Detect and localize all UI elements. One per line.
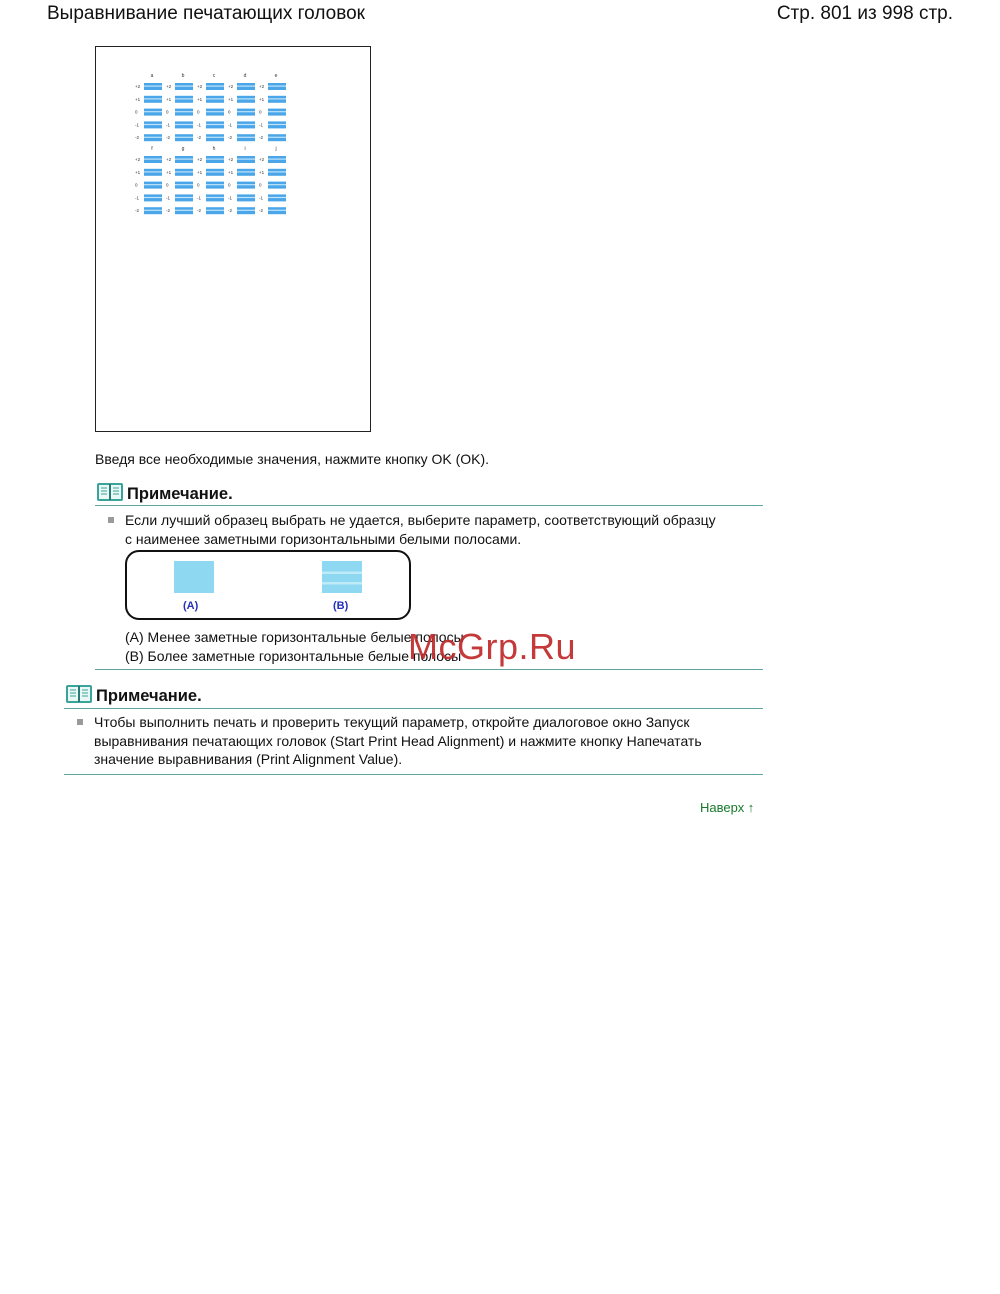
back-to-top-link[interactable]: Наверх ↑	[700, 800, 755, 815]
pattern-bar-stripe	[206, 184, 224, 185]
pattern-column-letter: b	[181, 73, 185, 79]
pattern-bar-stripe	[268, 197, 286, 198]
pattern-bar-stripe	[237, 124, 255, 125]
pattern-bar-stripe	[175, 137, 193, 138]
pattern-row-value: +2	[135, 84, 141, 89]
pattern-bar-stripe	[237, 210, 255, 211]
pattern-bar-stripe	[175, 86, 193, 87]
pattern-row-value: +2	[228, 157, 234, 162]
pattern-bar-stripe	[144, 171, 162, 172]
bullet-icon	[108, 517, 114, 523]
pattern-row-value: 0	[197, 182, 200, 188]
pattern-bar-stripe	[268, 171, 286, 172]
pattern-row-value: +1	[228, 169, 234, 175]
pattern-row-value: +2	[166, 84, 172, 89]
pattern-bar-stripe	[175, 111, 193, 112]
pattern-bar-stripe	[237, 86, 255, 87]
pattern-bar-stripe	[144, 124, 162, 125]
pattern-bar-stripe	[206, 159, 224, 160]
pattern-row-value: +1	[135, 96, 141, 102]
pattern-row-value: -2	[228, 135, 233, 141]
pattern-bar-stripe	[237, 197, 255, 198]
pattern-bar-stripe	[268, 184, 286, 185]
page-counter: Стр. 801 из 998 стр.	[776, 3, 953, 24]
pattern-bar-stripe	[206, 124, 224, 125]
pattern-row-value: +1	[135, 169, 141, 175]
sample-comparison-box	[125, 550, 411, 620]
sample-a-swatch	[174, 561, 214, 593]
note-title: Примечание.	[127, 485, 233, 503]
pattern-bar-stripe	[175, 210, 193, 211]
alignment-pattern-graphic	[96, 47, 370, 431]
pattern-bar-stripe	[175, 171, 193, 172]
pattern-row-value: 0	[259, 109, 262, 115]
pattern-row-value: +2	[259, 157, 265, 162]
pattern-column-letter: i	[244, 146, 246, 152]
pattern-bar-stripe	[268, 124, 286, 125]
pattern-bar-stripe	[206, 210, 224, 211]
sample-b-label: (B)	[333, 600, 349, 612]
pattern-row-value: -1	[228, 122, 233, 128]
pattern-row-value: 0	[228, 109, 231, 115]
pattern-column-letter: h	[212, 146, 216, 152]
pattern-bar-stripe	[175, 184, 193, 185]
pattern-bar-stripe	[268, 210, 286, 211]
pattern-row-value: 0	[135, 182, 138, 188]
pattern-bar-stripe	[268, 137, 286, 138]
pattern-row-value: -2	[259, 135, 264, 141]
note-text-line: значение выравнивания (Print Alignment Value).	[94, 751, 403, 767]
pattern-row-value: -1	[228, 195, 233, 201]
pattern-bar-stripe	[237, 171, 255, 172]
pattern-row-value: 0	[166, 109, 169, 115]
pattern-row-value: -2	[135, 208, 140, 214]
legend-b: (B) Более заметные горизонтальные белые полосы	[125, 648, 462, 664]
note-text-line: выравнивания печатающих головок (Start Print Head Alignment) и нажмите кнопку Напечатать	[94, 733, 702, 749]
document-title: Выравнивание печатающих головок	[47, 3, 365, 24]
legend-a: (A) Менее заметные горизонтальные белые полосы	[125, 629, 464, 645]
pattern-row-value: +1	[259, 169, 265, 175]
pattern-row-value: +1	[166, 96, 172, 102]
note-book-icon	[65, 683, 93, 705]
pattern-bar-stripe	[144, 159, 162, 160]
watermark: McGrp.Ru	[408, 626, 577, 667]
pattern-bar-stripe	[237, 137, 255, 138]
note-text-line: Если лучший образец выбрать не удается, выберите параметр, соответствующий образцу	[125, 512, 716, 528]
pattern-row-value: +2	[197, 84, 203, 89]
note-book-icon	[96, 481, 124, 503]
pattern-row-value: +1	[259, 96, 265, 102]
pattern-bar-stripe	[175, 98, 193, 99]
alignment-pattern-sheet	[95, 46, 371, 432]
pattern-bar-stripe	[144, 111, 162, 112]
pattern-bar-stripe	[144, 98, 162, 99]
intro-text: Введя все необходимые значения, нажмите кнопку OK (OK).	[95, 451, 490, 467]
pattern-row-value: -1	[166, 122, 171, 128]
pattern-row-value: +2	[259, 84, 265, 89]
pattern-row-value: -2	[259, 208, 264, 214]
note-divider	[64, 708, 763, 709]
pattern-bar-stripe	[175, 124, 193, 125]
sample-a-label: (A)	[183, 600, 199, 612]
pattern-bar-stripe	[268, 98, 286, 99]
pattern-column-letter: g	[181, 146, 185, 152]
pattern-row-value: +1	[166, 169, 172, 175]
pattern-row-value: -2	[166, 135, 171, 141]
pattern-bar-stripe	[175, 197, 193, 198]
pattern-bar-stripe	[237, 159, 255, 160]
pattern-row-value: -1	[166, 195, 171, 201]
pattern-row-value: +1	[197, 96, 203, 102]
pattern-bar-stripe	[237, 111, 255, 112]
pattern-row-value: +1	[197, 169, 203, 175]
pattern-column-letter: e	[274, 73, 278, 79]
pattern-row-value: 0	[166, 182, 169, 188]
pattern-row-value: -1	[259, 195, 264, 201]
pattern-row-value: 0	[197, 109, 200, 115]
pattern-bar-stripe	[268, 86, 286, 87]
note-divider	[95, 505, 763, 506]
pattern-row-value: +2	[228, 84, 234, 89]
pattern-row-value: -2	[228, 208, 233, 214]
note-divider	[95, 669, 763, 670]
pattern-bar-stripe	[268, 159, 286, 160]
note-text-line: Чтобы выполнить печать и проверить текущий параметр, откройте диалоговое окно Запуск	[94, 714, 690, 730]
note-title: Примечание.	[96, 687, 202, 705]
pattern-bar-stripe	[144, 184, 162, 185]
pattern-row-value: +2	[197, 157, 203, 162]
pattern-bar-stripe	[206, 197, 224, 198]
pattern-row-value: -1	[135, 195, 140, 201]
pattern-row-value: +1	[228, 96, 234, 102]
pattern-bar-stripe	[237, 98, 255, 99]
pattern-bar-stripe	[144, 137, 162, 138]
pattern-row-value: -1	[259, 122, 264, 128]
pattern-bar-stripe	[268, 111, 286, 112]
pattern-row-value: -1	[135, 122, 140, 128]
pattern-bar-stripe	[237, 184, 255, 185]
pattern-column-letter: c	[212, 73, 216, 79]
pattern-row-value: 0	[259, 182, 262, 188]
pattern-row-value: -1	[197, 122, 202, 128]
pattern-column-letter: f	[151, 146, 153, 152]
pattern-row-value: -2	[166, 208, 171, 214]
pattern-bar-stripe	[206, 98, 224, 99]
pattern-bar-stripe	[206, 137, 224, 138]
pattern-bar-stripe	[144, 197, 162, 198]
pattern-row-value: 0	[135, 109, 138, 115]
pattern-row-value: -2	[135, 135, 140, 141]
pattern-bar-stripe	[175, 159, 193, 160]
pattern-bar-stripe	[206, 171, 224, 172]
note-divider	[64, 774, 763, 775]
pattern-bar-stripe	[144, 210, 162, 211]
pattern-row-value: +2	[135, 157, 141, 162]
pattern-row-value: +2	[166, 157, 172, 162]
sample-b-swatch	[322, 561, 362, 593]
pattern-bar-stripe	[144, 86, 162, 87]
note-text-line: с наименее заметными горизонтальными белыми полосами.	[125, 531, 522, 547]
pattern-column-letter: a	[150, 73, 154, 79]
pattern-bar-stripe	[206, 86, 224, 87]
pattern-row-value: -1	[197, 195, 202, 201]
pattern-row-value: -2	[197, 135, 202, 141]
pattern-row-value: -2	[197, 208, 202, 214]
pattern-bar-stripe	[206, 111, 224, 112]
pattern-column-letter: d	[243, 73, 247, 79]
pattern-column-letter: j	[275, 146, 277, 152]
bullet-icon	[77, 719, 83, 725]
pattern-row-value: 0	[228, 182, 231, 188]
